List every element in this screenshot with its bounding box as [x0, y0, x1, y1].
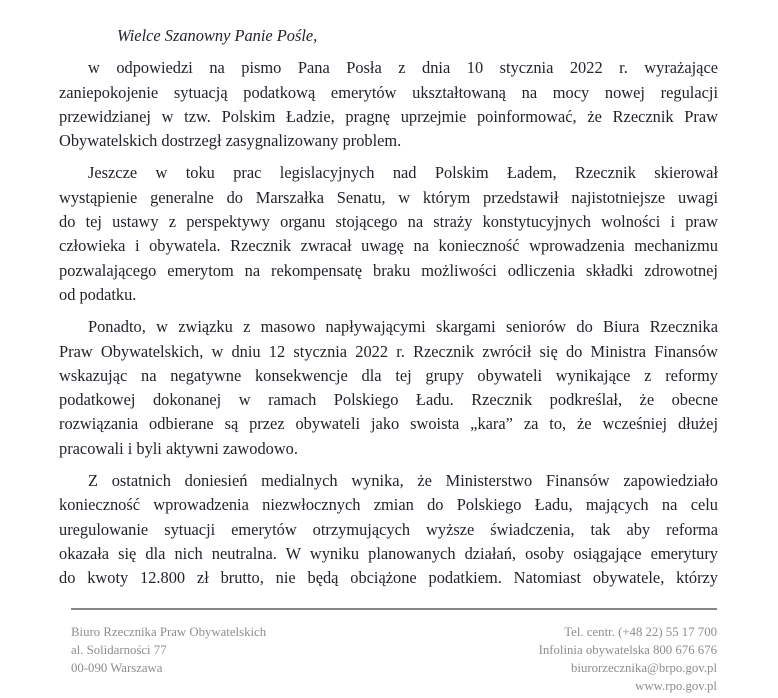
text-line: Ponadto, w związku z masowo napływającymi skargami seniorów do Biura Rzecznika: [88, 317, 718, 337]
text-line: konieczność wprowadzenia niezwłocznych zmian do Polskiego Ładu, mających na celu: [59, 495, 718, 515]
org-street: al. Solidarności 77: [71, 642, 167, 657]
text-line: Praw Obywatelskich, w dniu 12 stycznia 2022 r. Rzecznik zwrócił się do Ministra Finansów: [59, 341, 718, 361]
text-line: pozwalającego emerytom na rekompensatę braku możliwości odliczenia składki zdrowotnej: [59, 260, 718, 280]
text-line: Obywatelskich dostrzegł zasygnalizowany problem.: [59, 131, 402, 151]
paragraph-4: [59, 469, 718, 590]
text-line: zaniepokojenie sytuacją podatkową emerytów ukształtowaną na mocy nowej regulacji: [59, 82, 718, 102]
text-line: wskazując na negatywne konsekwencje dla tej grupy obywateli wynikające z reformy: [59, 365, 718, 385]
text-line: rozwiązania odbierane są przez obywateli jako swoista „kara” za to, że wcześniej dłużej: [59, 414, 718, 434]
text-line: pracowali i byli aktywni zawodowo.: [59, 438, 298, 458]
text-line: do tej ustawy z perspektywy organu stojącego na straży konstytucyjnych wolności i praw: [59, 212, 718, 232]
paragraph-2: [59, 161, 718, 307]
text-line: od podatku.: [59, 284, 137, 304]
text-line: człowieka i obywatela. Rzecznik zwracał uwagę na konieczność wprowadzenia mechanizmu: [59, 236, 718, 256]
text-line: okazała się dla nich neutralna. W wyniku planowanych działań, osoby osiągające emerytury: [59, 543, 718, 563]
paragraph-3: [59, 315, 718, 461]
org-city: 00-090 Warszawa: [71, 660, 163, 675]
text-line: Z ostatnich doniesień medialnych wynika, że Ministerstwo Finansów zapowiedziało: [88, 471, 718, 491]
salutation: Wielce Szanowny Panie Pośle,: [117, 26, 318, 45]
org-address-block: [71, 623, 266, 677]
text-line: do kwoty 12.800 zł brutto, nie będą obciążone podatkiem. Natomiast obywatele, którzy: [59, 568, 718, 588]
org-contact-block: [539, 623, 717, 695]
org-name: Biuro Rzecznika Praw Obywatelskich: [71, 624, 267, 639]
contact-email: biurorzecznika@brpo.gov.pl: [571, 660, 717, 675]
text-line: wystąpienie generalne do Marszałka Senatu, w którym przedstawił najistotniejsze uwagi: [59, 187, 718, 207]
text-line: podatkowej dokonanej w ramach Polskiego Ładu. Rzecznik podkreślał, że obecne: [59, 390, 718, 410]
text-line: przewidzianej w tzw. Polskim Ładzie, pragnę uprzejmie poinformować, że Rzecznik Praw: [59, 106, 718, 126]
paragraph-1: [59, 56, 718, 153]
text-line: uregulowanie sytuacji emerytów otrzymujących wyższe świadczenia, tak aby reforma: [59, 519, 718, 539]
text-line: w odpowiedzi na pismo Pana Posła z dnia 10 stycznia 2022 r. wyrażające: [88, 58, 718, 78]
text-line: Jeszcze w toku prac legislacyjnych nad Polskim Ładem, Rzecznik skierował: [88, 163, 718, 183]
contact-hotline: Infolinia obywatelska 800 676 676: [538, 642, 717, 657]
letterhead-footer: [71, 608, 717, 695]
contact-phone: Tel. centr. (+48 22) 55 17 700: [564, 624, 717, 639]
contact-website: www.rpo.gov.pl: [635, 678, 717, 693]
